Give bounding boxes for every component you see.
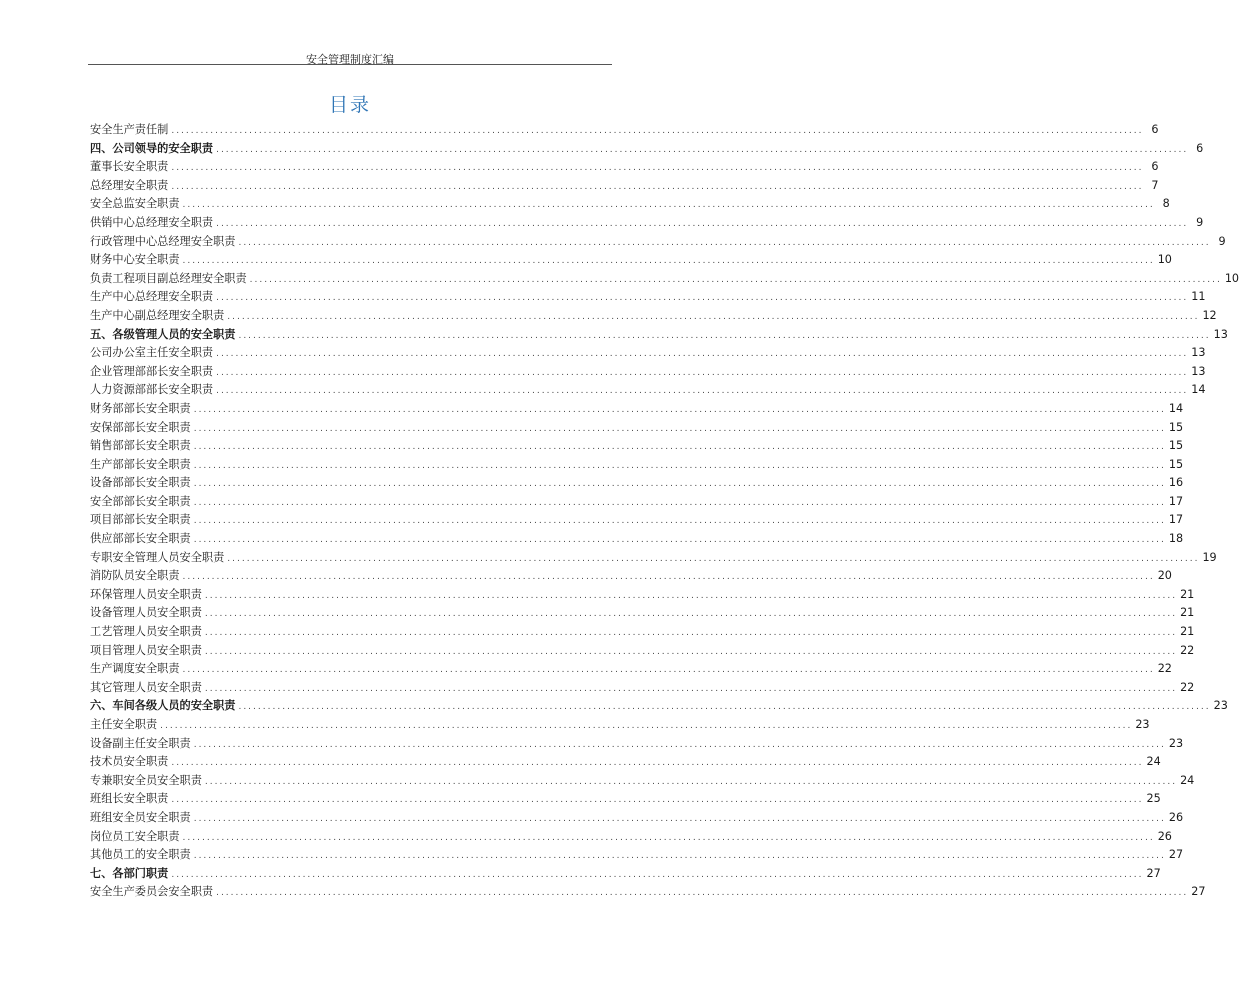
toc-entry-page: 20 (1157, 569, 1172, 583)
toc-entry-label: 专职安全管理人员安全职责 (90, 550, 225, 564)
toc-entry-label: 安全部部长安全职责 (90, 494, 191, 508)
toc-entry[interactable] (90, 158, 1159, 177)
toc-entry-label: 项目部部长安全职责 (90, 513, 191, 527)
dot-leader: ........................................................................................................................................................................................................ (171, 795, 1144, 806)
toc-entry-label: 岗位员工安全职责 (90, 829, 180, 843)
toc-entry-page: 14 (1191, 383, 1206, 397)
dot-leader: ........................................................................................................................................................................................................ (216, 349, 1189, 360)
running-header: 安全管理制度汇编 (306, 53, 394, 66)
toc-entry-page: 11 (1191, 290, 1206, 304)
dot-leader: ........................................................................................................................................................................................................ (193, 460, 1166, 471)
toc-entry[interactable] (90, 400, 1184, 419)
toc-entry[interactable] (90, 270, 1239, 289)
toc-entry-page: 22 (1157, 662, 1172, 676)
toc-entry-label: 生产中心总经理安全职责 (90, 290, 214, 304)
toc-entry[interactable] (90, 493, 1184, 512)
dot-leader: ........................................................................................................................................................................................................ (204, 628, 1178, 639)
toc-entry[interactable] (90, 474, 1184, 493)
toc-entry[interactable] (90, 809, 1184, 828)
toc-entry[interactable] (90, 679, 1195, 698)
toc-entry-label: 班组长安全职责 (90, 792, 169, 806)
table-of-contents (90, 121, 1239, 902)
toc-entry-label: 项目管理人员安全职责 (90, 643, 202, 657)
dot-leader: ........................................................................................................................................................................................................ (182, 665, 1155, 676)
toc-entry[interactable] (90, 753, 1161, 772)
toc-entry[interactable] (90, 251, 1172, 270)
toc-entry-label: 企业管理部部长安全职责 (90, 364, 214, 378)
toc-entry-label: 班组安全员安全职责 (90, 810, 191, 824)
dot-leader: ........................................................................................................................................................................................................ (227, 311, 1200, 322)
toc-entry-page: 23 (1213, 699, 1228, 713)
toc-entry-page: 21 (1180, 625, 1195, 639)
toc-entry-page: 24 (1180, 773, 1195, 787)
toc-entry-page: 6 (1151, 123, 1159, 136)
dot-leader: ........................................................................................................................................................................................................ (193, 404, 1166, 415)
toc-entry-page: 27 (1191, 885, 1206, 899)
toc-entry[interactable] (90, 660, 1172, 679)
toc-title: 目录 (328, 94, 371, 116)
toc-entry[interactable] (90, 437, 1184, 456)
toc-entry-page: 15 (1168, 439, 1184, 453)
dot-leader: ........................................................................................................................................................................................................ (193, 739, 1166, 750)
toc-entry-page: 27 (1168, 848, 1184, 862)
toc-entry[interactable] (90, 326, 1228, 345)
dot-leader: ........................................................................................................................................................................................................ (160, 721, 1133, 731)
toc-entry-label: 其他员工的安全职责 (90, 848, 191, 862)
toc-entry-label: 负责工程项目副总经理安全职责 (90, 271, 247, 285)
dot-leader: ........................................................................................................................................................................................................ (216, 218, 1189, 229)
dot-leader: ........................................................................................................................................................................................................ (193, 423, 1166, 434)
toc-entry-page: 6 (1196, 141, 1204, 155)
toc-entry[interactable] (90, 642, 1195, 661)
toc-entry[interactable] (90, 567, 1172, 586)
toc-entry-label: 设备管理人员安全职责 (90, 606, 202, 620)
dot-leader: ........................................................................................................................................................................................................ (216, 367, 1189, 378)
toc-entry-label: 五、各级管理人员的安全职责 (90, 327, 236, 341)
toc-entry-page: 7 (1151, 178, 1159, 192)
toc-entry-label: 其它管理人员安全职责 (90, 680, 202, 694)
toc-entry-label: 行政管理中心总经理安全职责 (90, 234, 236, 248)
toc-entry[interactable] (90, 883, 1206, 902)
toc-entry-page: 8 (1162, 197, 1170, 211)
toc-entry[interactable] (90, 716, 1150, 735)
toc-entry-page: 9 (1196, 215, 1204, 229)
toc-entry[interactable] (90, 697, 1228, 716)
dot-leader: ........................................................................................................................................................................................................ (227, 553, 1200, 564)
dot-leader: ........................................................................................................................................................................................................ (204, 646, 1178, 657)
toc-entry[interactable] (90, 177, 1159, 196)
toc-entry-label: 供应部部长安全职责 (90, 532, 191, 546)
toc-entry-label: 主任安全职责 (90, 718, 158, 731)
toc-entry-label: 设备部部长安全职责 (90, 476, 191, 490)
dot-leader: ........................................................................................................................................................................................................ (216, 144, 1189, 155)
toc-entry-label: 六、车间各级人员的安全职责 (90, 699, 236, 713)
dot-leader: ........................................................................................................................................................................................................ (182, 832, 1155, 843)
toc-entry-page: 9 (1218, 234, 1226, 248)
dot-leader: ........................................................................................................................................................................................................ (249, 274, 1222, 285)
toc-entry-page: 19 (1202, 550, 1217, 564)
toc-entry-label: 消防队员安全职责 (90, 569, 180, 583)
toc-entry-label: 安全生产委员会安全职责 (90, 885, 214, 899)
toc-entry[interactable] (90, 865, 1161, 884)
toc-entry-label: 技术员安全职责 (90, 755, 169, 769)
dot-leader: ........................................................................................................................................................................................................ (171, 869, 1144, 880)
dot-leader: ........................................................................................................................................................................................................ (182, 200, 1155, 211)
dot-leader: ........................................................................................................................................................................................................ (216, 386, 1189, 397)
toc-entry-page: 24 (1146, 755, 1161, 769)
toc-entry[interactable] (90, 623, 1195, 642)
dot-leader: ........................................................................................................................................................................................................ (216, 888, 1189, 899)
toc-entry-label: 财务部部长安全职责 (90, 401, 191, 415)
toc-entry[interactable] (90, 735, 1184, 754)
toc-entry-label: 总经理安全职责 (90, 178, 169, 192)
toc-entry-page: 13 (1213, 327, 1228, 341)
dot-leader: ........................................................................................................................................................................................................ (238, 237, 1211, 248)
toc-entry[interactable] (90, 586, 1195, 605)
toc-entry[interactable] (90, 288, 1206, 307)
toc-entry[interactable] (90, 604, 1195, 623)
toc-entry-label: 供销中心总经理安全职责 (90, 215, 214, 229)
toc-entry-label: 人力资源部部长安全职责 (90, 383, 214, 397)
toc-entry[interactable] (90, 344, 1206, 363)
toc-entry-page: 6 (1151, 160, 1159, 174)
toc-entry-page: 17 (1168, 494, 1184, 508)
toc-entry[interactable] (90, 419, 1184, 438)
dot-leader: ........................................................................................................................................................................................................ (238, 330, 1211, 341)
dot-leader: ........................................................................................................................................................................................................ (171, 126, 1144, 136)
toc-entry-label: 四、公司领导的安全职责 (90, 141, 214, 155)
toc-entry-label: 公司办公室主任安全职责 (90, 346, 214, 360)
dot-leader: ........................................................................................................................................................................................................ (171, 758, 1144, 769)
toc-entry-page: 27 (1146, 866, 1161, 880)
toc-entry-page: 26 (1157, 829, 1172, 843)
toc-entry-label: 工艺管理人员安全职责 (90, 625, 202, 639)
toc-entry-page: 12 (1202, 308, 1217, 322)
toc-entry[interactable] (90, 456, 1184, 475)
toc-entry[interactable] (90, 307, 1217, 326)
toc-entry[interactable] (90, 233, 1226, 252)
toc-entry[interactable] (90, 140, 1204, 159)
toc-entry[interactable] (90, 214, 1204, 233)
toc-entry-label: 董事长安全职责 (90, 160, 169, 174)
toc-entry-page: 14 (1168, 401, 1184, 415)
toc-entry[interactable] (90, 121, 1159, 140)
toc-entry-page: 10 (1157, 253, 1172, 267)
dot-leader: ........................................................................................................................................................................................................ (204, 776, 1178, 787)
dot-leader: ........................................................................................................................................................................................................ (204, 609, 1178, 620)
toc-entry[interactable] (90, 846, 1184, 865)
toc-entry-label: 专兼职安全员安全职责 (90, 773, 202, 787)
toc-entry-label: 安保部部长安全职责 (90, 420, 191, 434)
toc-entry-page: 21 (1180, 587, 1195, 601)
dot-leader: ........................................................................................................................................................................................................ (182, 256, 1155, 267)
dot-leader: ........................................................................................................................................................................................................ (204, 590, 1178, 601)
dot-leader: ........................................................................................................................................................................................................ (193, 479, 1166, 490)
toc-entry[interactable] (90, 549, 1217, 568)
toc-entry-page: 25 (1146, 792, 1161, 806)
toc-entry-page: 26 (1168, 810, 1184, 824)
toc-entry-page: 23 (1168, 736, 1184, 750)
toc-entry[interactable] (90, 381, 1206, 400)
toc-entry-page: 21 (1180, 606, 1195, 620)
toc-entry-page: 13 (1191, 364, 1206, 378)
toc-entry-page: 23 (1135, 718, 1150, 731)
toc-entry-label: 财务中心安全职责 (90, 253, 180, 267)
dot-leader: ........................................................................................................................................................................................................ (216, 293, 1189, 304)
toc-entry-label: 七、各部门职责 (90, 866, 169, 880)
toc-entry[interactable] (90, 363, 1206, 382)
toc-entry[interactable] (90, 195, 1170, 214)
toc-entry-label: 生产部部长安全职责 (90, 457, 191, 471)
dot-leader: ........................................................................................................................................................................................................ (193, 516, 1166, 527)
toc-entry-page: 18 (1168, 532, 1184, 546)
toc-entry-page: 22 (1180, 680, 1195, 694)
dot-leader: ........................................................................................................................................................................................................ (182, 572, 1155, 583)
dot-leader: ........................................................................................................................................................................................................ (171, 163, 1144, 174)
dot-leader: ........................................................................................................................................................................................................ (193, 535, 1166, 546)
dot-leader: ........................................................................................................................................................................................................ (193, 813, 1166, 824)
toc-entry-label: 生产中心副总经理安全职责 (90, 308, 225, 322)
toc-entry-label: 设备副主任安全职责 (90, 736, 191, 750)
toc-entry-label: 安全生产责任制 (90, 123, 169, 136)
toc-entry-label: 销售部部长安全职责 (90, 439, 191, 453)
dot-leader: ........................................................................................................................................................................................................ (193, 497, 1166, 508)
toc-entry-label: 生产调度安全职责 (90, 662, 180, 676)
toc-entry-page: 15 (1168, 420, 1184, 434)
dot-leader: ........................................................................................................................................................................................................ (193, 442, 1166, 453)
dot-leader: ........................................................................................................................................................................................................ (193, 851, 1166, 862)
toc-entry-label: 安全总监安全职责 (90, 197, 180, 211)
toc-entry-page: 22 (1180, 643, 1195, 657)
toc-entry[interactable] (90, 828, 1172, 847)
toc-entry-page: 10 (1224, 271, 1239, 285)
toc-entry[interactable] (90, 790, 1161, 809)
toc-entry-page: 15 (1168, 457, 1184, 471)
toc-entry[interactable] (90, 511, 1184, 530)
toc-entry-page: 13 (1191, 346, 1206, 360)
dot-leader: ........................................................................................................................................................................................................ (171, 181, 1144, 192)
toc-entry[interactable] (90, 530, 1184, 549)
dot-leader: ........................................................................................................................................................................................................ (238, 702, 1211, 713)
toc-entry-page: 17 (1168, 513, 1184, 527)
header-rule (88, 64, 612, 65)
dot-leader: ........................................................................................................................................................................................................ (204, 683, 1178, 694)
toc-entry-label: 环保管理人员安全职责 (90, 587, 202, 601)
toc-entry-page: 16 (1168, 476, 1184, 490)
toc-entry[interactable] (90, 772, 1195, 791)
